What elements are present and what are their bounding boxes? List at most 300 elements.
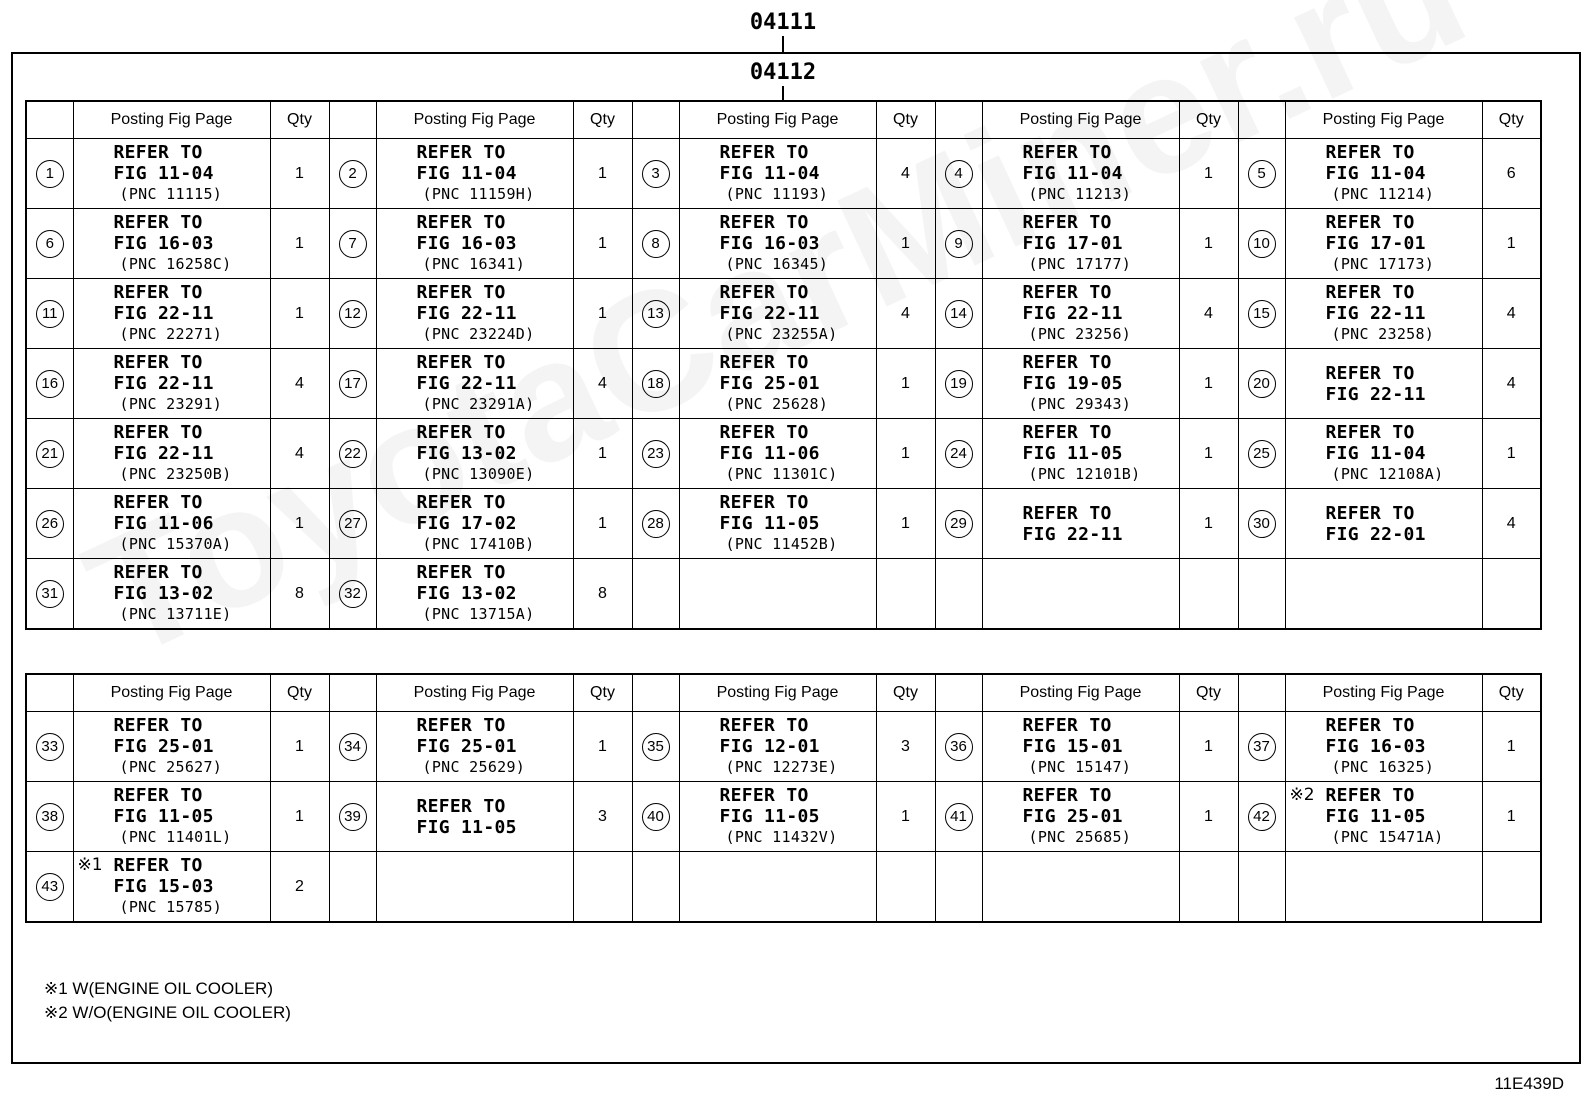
part-reference — [1326, 212, 1482, 275]
footnotes — [44, 977, 291, 1025]
item-number-badge: 41 — [945, 803, 973, 831]
pnc-label: (PNC 13715A) — [422, 605, 535, 623]
item-number-cell — [632, 209, 679, 279]
reference-cell — [1285, 852, 1482, 923]
item-number-badge: 13 — [642, 300, 670, 328]
refer-to-label: REFER TO — [113, 212, 203, 233]
item-number-badge: 11 — [36, 300, 64, 328]
reference-cell — [376, 419, 573, 489]
header-posting-fig-page: Posting Fig Page — [1285, 674, 1482, 712]
qty-cell: 1 — [270, 209, 329, 279]
qty-cell: 1 — [876, 489, 935, 559]
reference-cell — [1285, 489, 1482, 559]
item-number-badge: 5 — [1248, 160, 1276, 188]
item-number-cell — [632, 852, 679, 923]
item-number-cell — [632, 419, 679, 489]
reference-cell — [73, 489, 270, 559]
qty-cell: 4 — [1482, 489, 1541, 559]
reference-cell — [73, 852, 270, 923]
pnc-label: (PNC 23291A) — [422, 395, 535, 413]
item-number-badge: 1 — [36, 160, 64, 188]
pnc-label: (PNC 17410B) — [422, 535, 535, 553]
part-reference — [1023, 142, 1179, 205]
fig-page-label: FIG 19-05 — [1022, 373, 1123, 394]
table-row — [26, 782, 1541, 852]
item-number-cell — [1238, 419, 1285, 489]
pnc-label: (PNC 17173) — [1331, 255, 1435, 273]
fig-page-label: FIG 17-01 — [1325, 233, 1426, 254]
qty-cell: 1 — [1179, 139, 1238, 209]
item-number-cell — [1238, 712, 1285, 782]
qty-cell: 4 — [1179, 279, 1238, 349]
qty-cell: 1 — [270, 782, 329, 852]
qty-cell: 3 — [876, 712, 935, 782]
refer-to-label: REFER TO — [1022, 352, 1112, 373]
qty-cell — [573, 852, 632, 923]
fig-page-label: FIG 22-11 — [1022, 523, 1123, 545]
fig-page-label: FIG 16-03 — [416, 233, 517, 254]
pnc-label: (PNC 11193) — [725, 185, 829, 203]
refer-to-label: REFER TO — [113, 715, 203, 736]
table-row — [26, 852, 1541, 923]
pnc-label: (PNC 25628) — [725, 395, 829, 413]
qty-cell: 1 — [1179, 489, 1238, 559]
item-number-cell — [1238, 489, 1285, 559]
fig-page-label: FIG 15-01 — [1022, 736, 1123, 757]
item-number-badge: 19 — [945, 370, 973, 398]
item-number-cell — [935, 349, 982, 419]
header-posting-fig-page: Posting Fig Page — [679, 674, 876, 712]
qty-cell: 1 — [876, 419, 935, 489]
item-number-cell — [26, 279, 73, 349]
qty-cell: 1 — [270, 712, 329, 782]
qty-cell: 1 — [573, 279, 632, 349]
condition-mark: ※2 — [1289, 785, 1315, 805]
reference-cell — [376, 559, 573, 630]
header-qty: Qty — [876, 101, 935, 139]
qty-cell: 8 — [573, 559, 632, 630]
part-reference — [114, 715, 270, 778]
reference-cell — [679, 419, 876, 489]
reference-cell — [1285, 349, 1482, 419]
diagram-id: 11E439D — [1494, 1074, 1564, 1093]
part-reference — [114, 562, 270, 625]
part-reference — [720, 492, 876, 555]
pnc-label: (PNC 16345) — [725, 255, 829, 273]
part-reference — [720, 142, 876, 205]
part-reference — [114, 352, 270, 415]
item-number-cell — [632, 782, 679, 852]
pnc-label: (PNC 23291) — [119, 395, 223, 413]
refer-to-label: REFER TO — [416, 142, 506, 163]
reference-cell — [982, 139, 1179, 209]
pnc-label: (PNC 13090E) — [422, 465, 535, 483]
part-reference — [1023, 352, 1179, 415]
qty-cell: 4 — [573, 349, 632, 419]
item-number-badge: 38 — [36, 803, 64, 831]
item-number-cell — [935, 712, 982, 782]
item-number-badge: 3 — [642, 160, 670, 188]
item-number-cell — [329, 852, 376, 923]
part-reference — [1289, 785, 1482, 848]
qty-cell: 1 — [573, 489, 632, 559]
reference-cell — [679, 489, 876, 559]
item-number-badge: 20 — [1248, 370, 1276, 398]
fig-page-label: FIG 11-06 — [719, 443, 820, 464]
fig-page-label: FIG 11-05 — [719, 806, 820, 827]
part-reference — [1023, 785, 1179, 848]
qty-cell — [1482, 559, 1541, 630]
refer-to-label: REFER TO — [1325, 715, 1415, 736]
refer-to-label: REFER TO — [416, 282, 506, 303]
reference-cell — [982, 712, 1179, 782]
item-number-badge: 30 — [1248, 510, 1276, 538]
item-number-cell — [935, 209, 982, 279]
reference-cell — [376, 852, 573, 923]
reference-cell — [679, 349, 876, 419]
pnc-label: (PNC 16325) — [1331, 758, 1435, 776]
reference-cell — [982, 349, 1179, 419]
reference-cell — [376, 279, 573, 349]
part-reference — [114, 142, 270, 205]
item-number-cell — [935, 852, 982, 923]
refer-to-label: REFER TO — [719, 785, 809, 806]
pnc-label: (PNC 16341) — [422, 255, 526, 273]
item-number-badge: 16 — [36, 370, 64, 398]
item-number-cell — [935, 419, 982, 489]
fig-page-label: FIG 22-11 — [113, 373, 214, 394]
fig-page-label: FIG 16-03 — [719, 233, 820, 254]
reference-cell — [679, 139, 876, 209]
qty-cell: 1 — [1179, 712, 1238, 782]
reference-cell — [1285, 712, 1482, 782]
fig-page-label: FIG 11-04 — [416, 163, 517, 184]
item-number-cell — [26, 139, 73, 209]
pnc-label: (PNC 11159H) — [422, 185, 535, 203]
header-number — [1238, 674, 1285, 712]
table-row — [26, 419, 1541, 489]
fig-page-label: FIG 11-04 — [1325, 443, 1426, 464]
fig-page-label: FIG 11-05 — [1325, 806, 1426, 827]
item-number-badge: 18 — [642, 370, 670, 398]
reference-cell — [679, 559, 876, 630]
part-reference — [1023, 715, 1179, 778]
part-reference — [77, 855, 270, 918]
item-number-badge: 14 — [945, 300, 973, 328]
refer-to-label: REFER TO — [719, 212, 809, 233]
parts-table-2 — [25, 673, 1542, 923]
part-reference — [417, 562, 573, 625]
item-number-badge: 43 — [36, 873, 64, 901]
item-number-cell — [935, 279, 982, 349]
refer-to-label: REFER TO — [1022, 422, 1112, 443]
item-number-cell — [935, 559, 982, 630]
condition-mark: ※1 — [77, 855, 103, 875]
item-number-cell — [329, 559, 376, 630]
reference-cell — [376, 139, 573, 209]
refer-to-label: REFER TO — [1022, 502, 1112, 524]
table-row — [26, 209, 1541, 279]
item-number-badge: 37 — [1248, 733, 1276, 761]
refer-to-label: REFER TO — [113, 492, 203, 513]
fig-page-label: FIG 13-02 — [113, 583, 214, 604]
pnc-label: (PNC 29343) — [1028, 395, 1132, 413]
item-number-cell — [1238, 782, 1285, 852]
refer-to-label: REFER TO — [113, 352, 203, 373]
part-reference — [114, 492, 270, 555]
reference-cell — [982, 559, 1179, 630]
qty-cell: 4 — [876, 139, 935, 209]
item-number-cell — [632, 489, 679, 559]
fig-page-label: FIG 25-01 — [1022, 806, 1123, 827]
item-number-badge: 12 — [339, 300, 367, 328]
part-reference — [1023, 282, 1179, 345]
qty-cell — [1179, 559, 1238, 630]
footnote-2: ※2 W/O(ENGINE OIL COOLER) — [44, 1003, 291, 1022]
table-row — [26, 349, 1541, 419]
pnc-label: (PNC 17177) — [1028, 255, 1132, 273]
pnc-label: (PNC 25627) — [119, 758, 223, 776]
item-number-badge: 42 — [1248, 803, 1276, 831]
item-number-badge: 24 — [945, 440, 973, 468]
header-posting-fig-page: Posting Fig Page — [982, 101, 1179, 139]
header-number — [329, 674, 376, 712]
item-number-badge: 26 — [36, 510, 64, 538]
qty-cell: 1 — [270, 139, 329, 209]
refer-to-label: REFER TO — [113, 282, 203, 303]
item-number-badge: 34 — [339, 733, 367, 761]
header-number — [632, 674, 679, 712]
qty-cell — [1179, 852, 1238, 923]
reference-cell — [982, 489, 1179, 559]
refer-to-label: REFER TO — [1022, 785, 1112, 806]
qty-cell: 1 — [573, 712, 632, 782]
reference-cell — [982, 279, 1179, 349]
header-number — [935, 674, 982, 712]
refer-to-label: REFER TO — [416, 492, 506, 513]
item-number-badge: 17 — [339, 370, 367, 398]
reference-cell — [679, 852, 876, 923]
qty-cell: 1 — [1482, 209, 1541, 279]
fig-page-label: FIG 16-03 — [113, 233, 214, 254]
part-reference — [720, 422, 876, 485]
pnc-label: (PNC 11301C) — [725, 465, 838, 483]
item-number-badge: 21 — [36, 440, 64, 468]
pnc-label: (PNC 12273E) — [725, 758, 838, 776]
part-reference — [114, 785, 270, 848]
pnc-label: (PNC 11213) — [1028, 185, 1132, 203]
qty-cell: 4 — [1482, 279, 1541, 349]
part-reference — [1023, 212, 1179, 275]
header-number — [632, 101, 679, 139]
qty-cell: 1 — [1179, 419, 1238, 489]
table-row — [26, 489, 1541, 559]
item-number-cell — [1238, 209, 1285, 279]
qty-cell: 1 — [1179, 209, 1238, 279]
item-number-cell — [329, 209, 376, 279]
header-qty: Qty — [573, 674, 632, 712]
item-number-badge: 35 — [642, 733, 670, 761]
part-reference — [417, 142, 573, 205]
item-number-cell — [1238, 852, 1285, 923]
pnc-label: (PNC 11115) — [119, 185, 223, 203]
table-row — [26, 712, 1541, 782]
assembly-label-top: 04111 — [749, 10, 817, 35]
header-qty: Qty — [270, 674, 329, 712]
refer-to-label: REFER TO — [416, 422, 506, 443]
fig-page-label: FIG 11-05 — [1022, 443, 1123, 464]
fig-page-label: FIG 15-03 — [113, 876, 214, 897]
header-posting-fig-page: Posting Fig Page — [679, 101, 876, 139]
pnc-label: (PNC 11432V) — [725, 828, 838, 846]
item-number-cell — [632, 139, 679, 209]
pnc-label: (PNC 16258C) — [119, 255, 232, 273]
item-number-cell — [935, 139, 982, 209]
item-number-badge: 40 — [642, 803, 670, 831]
refer-to-label: REFER TO — [1022, 212, 1112, 233]
item-number-cell — [632, 279, 679, 349]
part-reference — [1326, 503, 1482, 545]
table-row — [26, 279, 1541, 349]
reference-cell — [73, 209, 270, 279]
qty-cell — [876, 852, 935, 923]
leader-line-top — [782, 36, 784, 52]
pnc-label: (PNC 12108A) — [1331, 465, 1444, 483]
refer-to-label: REFER TO — [416, 212, 506, 233]
header-qty: Qty — [1482, 674, 1541, 712]
qty-cell: 8 — [270, 559, 329, 630]
refer-to-label: REFER TO — [1325, 785, 1415, 806]
part-reference — [114, 282, 270, 345]
part-reference — [417, 492, 573, 555]
pnc-label: (PNC 13711E) — [119, 605, 232, 623]
item-number-cell — [329, 139, 376, 209]
item-number-cell — [1238, 559, 1285, 630]
item-number-badge: 22 — [339, 440, 367, 468]
pnc-label: (PNC 23224D) — [422, 325, 535, 343]
fig-page-label: FIG 22-11 — [113, 443, 214, 464]
fig-page-label: FIG 12-01 — [719, 736, 820, 757]
qty-cell — [1482, 852, 1541, 923]
header-posting-fig-page: Posting Fig Page — [376, 101, 573, 139]
fig-page-label: FIG 22-11 — [1022, 303, 1123, 324]
pnc-label: (PNC 12101B) — [1028, 465, 1141, 483]
part-reference — [417, 282, 573, 345]
reference-cell — [376, 209, 573, 279]
item-number-cell — [329, 712, 376, 782]
pnc-label: (PNC 11401L) — [119, 828, 232, 846]
header-posting-fig-page: Posting Fig Page — [376, 674, 573, 712]
qty-cell: 1 — [1482, 712, 1541, 782]
pnc-label: (PNC 23258) — [1331, 325, 1435, 343]
qty-cell: 2 — [270, 852, 329, 923]
header-qty: Qty — [573, 101, 632, 139]
pnc-label: (PNC 15147) — [1028, 758, 1132, 776]
reference-cell — [73, 139, 270, 209]
refer-to-label: REFER TO — [416, 352, 506, 373]
pnc-label: (PNC 15785) — [119, 898, 223, 916]
reference-cell — [73, 349, 270, 419]
part-reference — [1326, 142, 1482, 205]
parts-table-1 — [25, 100, 1542, 630]
fig-page-label: FIG 13-02 — [416, 583, 517, 604]
pnc-label: (PNC 11452B) — [725, 535, 838, 553]
item-number-cell — [26, 489, 73, 559]
item-number-badge: 28 — [642, 510, 670, 538]
reference-cell — [73, 559, 270, 630]
part-reference — [417, 352, 573, 415]
item-number-cell — [1238, 349, 1285, 419]
item-number-badge: 7 — [339, 230, 367, 258]
item-number-badge: 32 — [339, 580, 367, 608]
qty-cell: 1 — [1179, 782, 1238, 852]
refer-to-label: REFER TO — [1325, 142, 1415, 163]
item-number-badge: 9 — [945, 230, 973, 258]
item-number-cell — [329, 489, 376, 559]
reference-cell — [982, 782, 1179, 852]
reference-cell — [376, 349, 573, 419]
qty-cell: 1 — [1179, 349, 1238, 419]
pnc-label: (PNC 25685) — [1028, 828, 1132, 846]
table-row — [26, 559, 1541, 630]
refer-to-label: REFER TO — [1022, 142, 1112, 163]
refer-to-label: REFER TO — [719, 352, 809, 373]
item-number-cell — [26, 559, 73, 630]
item-number-cell — [935, 489, 982, 559]
refer-to-label: REFER TO — [113, 422, 203, 443]
item-number-cell — [26, 209, 73, 279]
qty-cell: 1 — [573, 419, 632, 489]
refer-to-label: REFER TO — [1325, 212, 1415, 233]
header-qty: Qty — [1179, 674, 1238, 712]
part-reference — [720, 282, 876, 345]
refer-to-label: REFER TO — [719, 282, 809, 303]
fig-page-label: FIG 25-01 — [719, 373, 820, 394]
header-number — [26, 101, 73, 139]
reference-cell — [982, 419, 1179, 489]
table-header-row — [26, 101, 1541, 139]
part-reference — [720, 352, 876, 415]
reference-cell — [982, 209, 1179, 279]
fig-page-label: FIG 25-01 — [113, 736, 214, 757]
refer-to-label: REFER TO — [1325, 282, 1415, 303]
refer-to-label: REFER TO — [113, 142, 203, 163]
refer-to-label: REFER TO — [719, 715, 809, 736]
refer-to-label: REFER TO — [416, 562, 506, 583]
fig-page-label: FIG 25-01 — [416, 736, 517, 757]
reference-cell — [1285, 139, 1482, 209]
refer-to-label: REFER TO — [113, 785, 203, 806]
pnc-label: (PNC 15370A) — [119, 535, 232, 553]
item-number-badge: 27 — [339, 510, 367, 538]
item-number-badge: 33 — [36, 733, 64, 761]
qty-cell: 4 — [270, 419, 329, 489]
qty-cell: 1 — [573, 209, 632, 279]
part-reference — [417, 212, 573, 275]
reference-cell — [73, 279, 270, 349]
fig-page-label: FIG 11-06 — [113, 513, 214, 534]
header-number — [329, 101, 376, 139]
part-reference — [1326, 715, 1482, 778]
header-posting-fig-page: Posting Fig Page — [982, 674, 1179, 712]
refer-to-label: REFER TO — [1022, 715, 1112, 736]
refer-to-label: REFER TO — [416, 715, 506, 736]
fig-page-label: FIG 11-04 — [1022, 163, 1123, 184]
part-reference — [1326, 363, 1482, 405]
item-number-badge: 10 — [1248, 230, 1276, 258]
reference-cell — [679, 279, 876, 349]
header-number — [935, 101, 982, 139]
